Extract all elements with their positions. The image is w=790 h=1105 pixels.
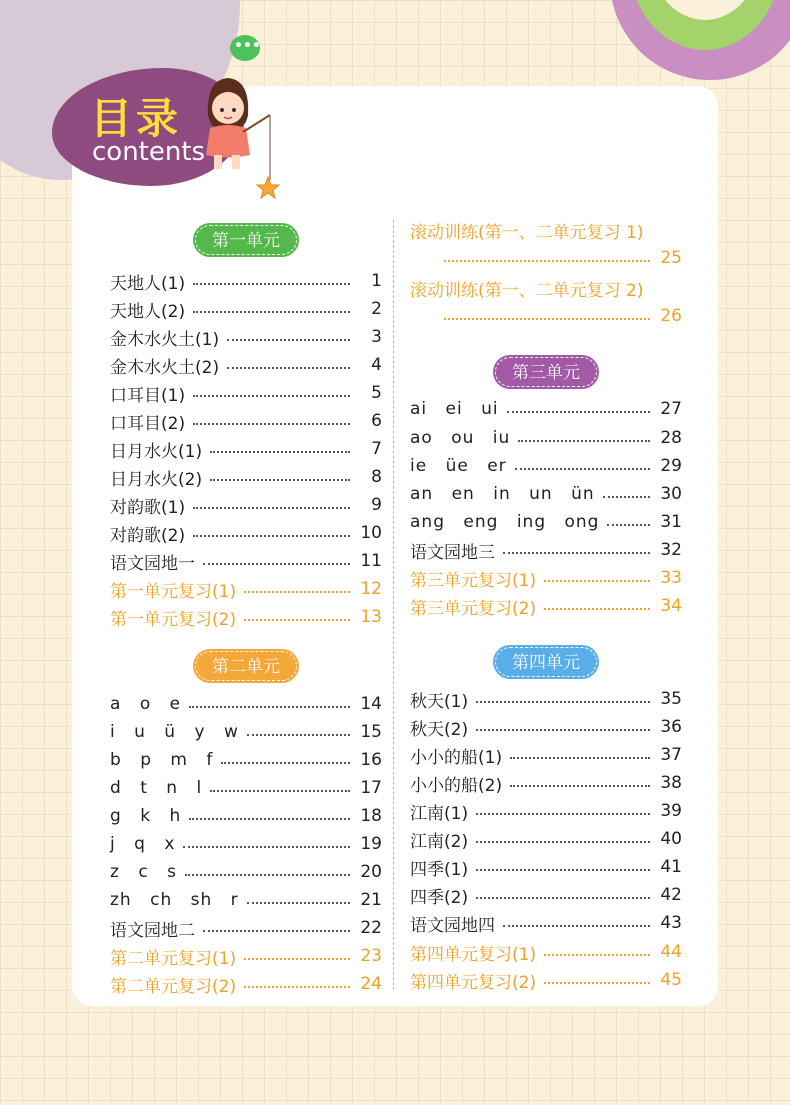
toc-entry-review[interactable]: 第四单元复习(1) 44 [410,942,682,965]
toc-entry-review[interactable]: 第四单元复习(2) 45 [410,970,682,993]
unit-badge-2: 第二单元 [195,651,297,681]
toc-entry-review[interactable]: 第三单元复习(1) 33 [410,568,682,591]
toc-entry-review[interactable]: 第一单元复习(1) 12 [110,579,382,602]
page-subtitle: contents [92,137,206,167]
toc-entry[interactable]: 金木水火土(1) 3 [110,327,382,350]
toc-entry-rolling-page[interactable]: 26 [410,302,682,330]
star-icon [256,176,280,200]
toc-entry[interactable]: 小小的船(1) 37 [410,745,682,768]
toc-entry-review[interactable]: 第一单元复习(2) 13 [110,607,382,630]
toc-entry[interactable]: d t n l 17 [110,778,382,798]
toc-entry[interactable]: 语文园地四 43 [410,913,682,936]
toc-entry-rolling[interactable]: 滚动训练(第一、二单元复习 2) [410,280,644,301]
toc-entry-review[interactable]: 第二单元复习(2) 24 [110,974,382,997]
toc-entry[interactable]: 秋天(2) 36 [410,717,682,740]
unit-badge-1: 第一单元 [195,225,297,255]
toc-entry[interactable]: an en in un ün 30 [410,484,682,504]
unit-badge-4: 第四单元 [495,647,597,677]
toc-entry[interactable]: 对韵歌(1) 9 [110,495,382,518]
page-title: 目录 [90,94,183,143]
chat-bubble-icon: ••• [230,35,260,61]
toc-entry[interactable]: ie üe er 29 [410,456,682,476]
toc-entry[interactable]: 语文园地三 32 [410,540,682,563]
toc-entry[interactable]: 语文园地一 11 [110,551,382,574]
toc-entry[interactable]: 四季(1) 41 [410,857,682,880]
toc-entry-rolling-page[interactable]: 25 [410,244,682,272]
toc-entry[interactable]: g k h 18 [110,806,382,826]
toc-entry[interactable]: b p m f 16 [110,750,382,770]
toc-entry[interactable]: j q x 19 [110,834,382,854]
toc-entry[interactable]: 四季(2) 42 [410,885,682,908]
toc-entry-rolling[interactable]: 滚动训练(第一、二单元复习 1) [410,222,644,243]
toc-entry[interactable]: 口耳目(2) 6 [110,411,382,434]
toc-entry[interactable]: 秋天(1) 35 [410,689,682,712]
toc-entry[interactable]: 小小的船(2) 38 [410,773,682,796]
toc-entry[interactable]: i u ü y w 15 [110,722,382,742]
toc-entry[interactable]: 天地人(2) 2 [110,299,382,322]
toc-entry[interactable]: ai ei ui 27 [410,399,682,419]
toc-entry[interactable]: 对韵歌(2) 10 [110,523,382,546]
unit-badge-3: 第三单元 [495,357,597,387]
toc-entry[interactable]: zh ch sh r 21 [110,890,382,910]
toc-entry[interactable]: 日月水火(1) 7 [110,439,382,462]
toc-entry[interactable]: 天地人(1) 1 [110,271,382,294]
toc-entry[interactable]: 口耳目(1) 5 [110,383,382,406]
toc-entry-review[interactable]: 第二单元复习(1) 23 [110,946,382,969]
toc-entry[interactable]: 语文园地二 22 [110,918,382,941]
toc-entry[interactable]: 江南(2) 40 [410,829,682,852]
toc-entry-review[interactable]: 第三单元复习(2) 34 [410,596,682,619]
toc-entry[interactable]: a o e 14 [110,694,382,714]
toc-entry[interactable]: z c s 20 [110,862,382,882]
toc-entry[interactable]: 金木水火土(2) 4 [110,355,382,378]
column-divider [393,220,394,990]
toc-entry[interactable]: 日月水火(2) 8 [110,467,382,490]
toc-entry[interactable]: ao ou iu 28 [410,428,682,448]
toc-entry[interactable]: ang eng ing ong 31 [410,512,682,532]
decorative-rings [610,0,790,80]
toc-entry[interactable]: 江南(1) 39 [410,801,682,824]
